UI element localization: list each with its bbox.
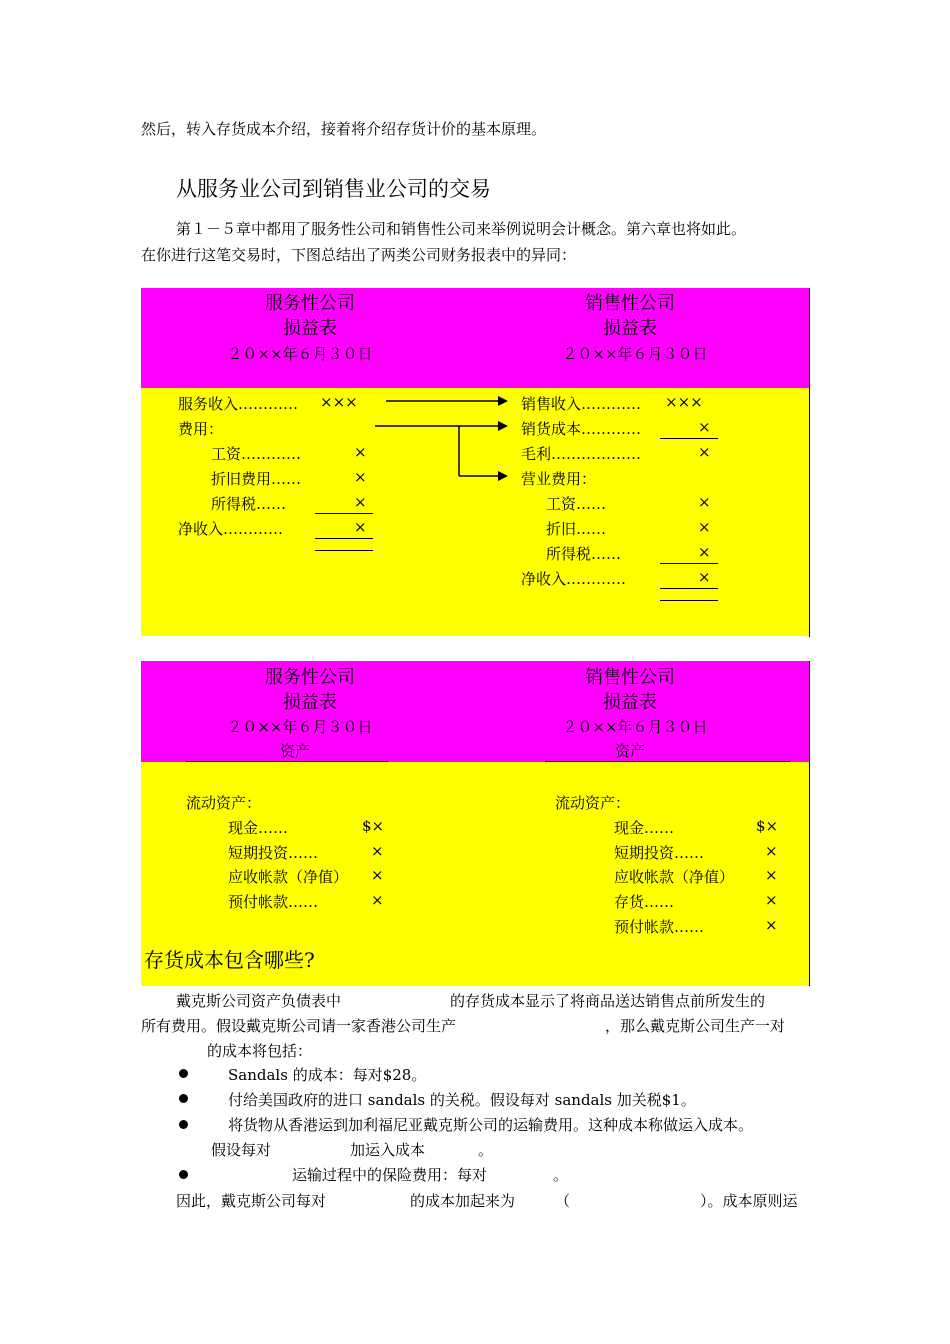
t2-right-row-value: × [765, 866, 778, 884]
closing-d: ）。成本原则运 [700, 1192, 798, 1210]
para2-line1a: 戴克斯公司资产负债表中 [176, 992, 342, 1010]
closing-b: 的成本加起来为 [410, 1192, 516, 1210]
arrow-cogs-head [498, 421, 508, 431]
t1-right-row-value: ××× [665, 393, 703, 411]
t2-right-subtitle: 损益表 [603, 692, 657, 713]
t2-left-date: ２０××年６月３０日 [227, 718, 373, 736]
t1-right-subtitle: 损益表 [603, 318, 657, 339]
t1-left-row-label: 净收入………… [178, 520, 284, 538]
t1-right-row-label: 营业费用： [521, 470, 597, 488]
bullet3-cont-b: 加运入成本 [350, 1141, 426, 1159]
t1-right-rule [660, 588, 718, 589]
arrows-diagram [370, 390, 520, 490]
bullet3-cont-c: 。 [478, 1141, 494, 1159]
bullet4-a: 运输过程中的保险费用：每对 [292, 1166, 488, 1184]
t2-left-group: 流动资产： [186, 794, 262, 812]
t2-left-row-value: $× [362, 817, 385, 835]
t1-right-row-label: 毛利……………… [521, 445, 642, 463]
t2-right-section: 资产 [614, 742, 645, 760]
t1-left-date: ２０××年６月３０日 [227, 345, 373, 363]
t2-left-row-value: × [371, 891, 384, 909]
bullet4-b: 。 [553, 1166, 569, 1184]
t1-right-date: ２０××年６月３０日 [562, 345, 708, 363]
bullet-dot [179, 1094, 188, 1103]
t1-right-row-label: 净收入………… [521, 570, 627, 588]
t2-right-date: ２０××年６月３０日 [562, 718, 708, 736]
t2-right-section-rule [545, 761, 790, 762]
t2-right-row-label: 应收帐款（净值） [614, 868, 735, 886]
t1-right-row-value: × [698, 518, 711, 536]
t2-left-subtitle: 损益表 [283, 692, 337, 713]
t1-left-row-value: × [354, 443, 367, 461]
bullet-dot [179, 1120, 188, 1129]
t2-left-row-label: 预付帐款…… [228, 893, 319, 911]
t1-left-row-label: 工资………… [211, 445, 302, 463]
intro-line: 然后，转入存货成本介绍，接着将介绍存货计价的基本原理。 [141, 120, 547, 138]
t2-left-row-label: 短期投资…… [228, 844, 319, 862]
t2-left-section-rule [186, 761, 388, 762]
t2-right-row-value: × [765, 891, 778, 909]
t1-right-row-value: × [698, 568, 711, 586]
para1-line2: 在你进行这笔交易时，下图总结出了两类公司财务报表中的异同： [141, 246, 577, 264]
t1-left-row-label: 费用： [178, 420, 224, 438]
t2-right-group: 流动资产： [555, 794, 631, 812]
t1-right-rule [660, 563, 718, 564]
para2-line3: 的成本将包括： [207, 1042, 313, 1060]
t1-left-row-label: 服务收入………… [178, 395, 299, 413]
t1-right-rule [660, 600, 718, 601]
t1-right-row-label: 工资…… [546, 495, 607, 513]
t1-right-title: 销售性公司 [585, 293, 675, 314]
para1-line1: 第１－５章中都用了服务性公司和销售性公司来举例说明会计概念。第六章也将如此。 [176, 220, 747, 238]
t1-right-row-label: 销售收入………… [521, 395, 642, 413]
t1-right-row-value: × [698, 543, 711, 561]
closing-c: （ [555, 1192, 571, 1210]
t1-left-row-value: × [354, 518, 367, 536]
inventory-cost-heading: 存货成本包含哪些? [144, 948, 315, 972]
bullet-text: 付给美国政府的进口 sandals 的关税。假设每对 sandals 加关税$1。 [228, 1091, 696, 1109]
t1-right-row-label: 所得税…… [546, 545, 622, 563]
bullet-text: Sandals 的成本：每对$28。 [228, 1066, 427, 1084]
closing-a: 因此，戴克斯公司每对 [176, 1192, 327, 1210]
t2-left-row-label: 现金…… [228, 819, 289, 837]
t1-left-subtitle: 损益表 [283, 318, 337, 339]
t1-right-row-label: 销货成本………… [521, 420, 642, 438]
t1-left-row-label: 折旧费用…… [211, 470, 302, 488]
bullet-text: 将货物从香港运到加利福尼亚戴克斯公司的运输费用。这种成本称做运入成本。 [228, 1116, 754, 1134]
section-title: 从服务业公司到销售业公司的交易 [176, 177, 491, 201]
table1-right-border [809, 288, 810, 637]
t2-left-row-value: × [371, 866, 384, 884]
t1-right-rule [660, 438, 718, 439]
para2-line2b: ，那么戴克斯公司生产一对 [605, 1017, 786, 1035]
table2-right-border [809, 661, 810, 986]
t1-left-title: 服务性公司 [265, 293, 355, 314]
t2-left-row-value: × [371, 842, 384, 860]
t2-left-title: 服务性公司 [265, 667, 355, 688]
bullet3-cont-a: 假设每对 [211, 1141, 272, 1159]
t1-right-row-value: × [698, 418, 711, 436]
t1-right-row-value: × [698, 493, 711, 511]
t2-right-row-label: 短期投资…… [614, 844, 705, 862]
arrow-opex-head [498, 471, 508, 481]
t1-left-row-value: × [354, 493, 367, 511]
t1-left-rule [315, 513, 373, 514]
t1-left-row-value: × [354, 468, 367, 486]
t1-left-rule [315, 538, 373, 539]
t2-right-row-label: 预付帐款…… [614, 918, 705, 936]
t2-right-row-value: × [765, 842, 778, 860]
t2-right-title: 销售性公司 [585, 667, 675, 688]
t1-left-rule [315, 550, 373, 551]
t2-right-row-label: 存货…… [614, 893, 675, 911]
t1-left-row-label: 所得税…… [211, 495, 287, 513]
t2-right-row-value: × [765, 916, 778, 934]
t2-right-row-value: $× [756, 817, 779, 835]
bullet-dot [179, 1069, 188, 1078]
t2-left-section: 资产 [279, 742, 310, 760]
para2-line1b: 的存货成本显示了将商品送达销售点前所发生的 [450, 992, 766, 1010]
arrow-revenue-head [498, 396, 508, 406]
t2-right-row-label: 现金…… [614, 819, 675, 837]
t1-left-row-value: ××× [320, 393, 358, 411]
bullet-dot [179, 1170, 188, 1179]
t1-right-row-label: 折旧…… [546, 520, 607, 538]
t1-right-row-value: × [698, 443, 711, 461]
t2-left-row-label: 应收帐款（净值） [228, 868, 349, 886]
para2-line2a: 所有费用。假设戴克斯公司请一家香港公司生产 [141, 1017, 457, 1035]
